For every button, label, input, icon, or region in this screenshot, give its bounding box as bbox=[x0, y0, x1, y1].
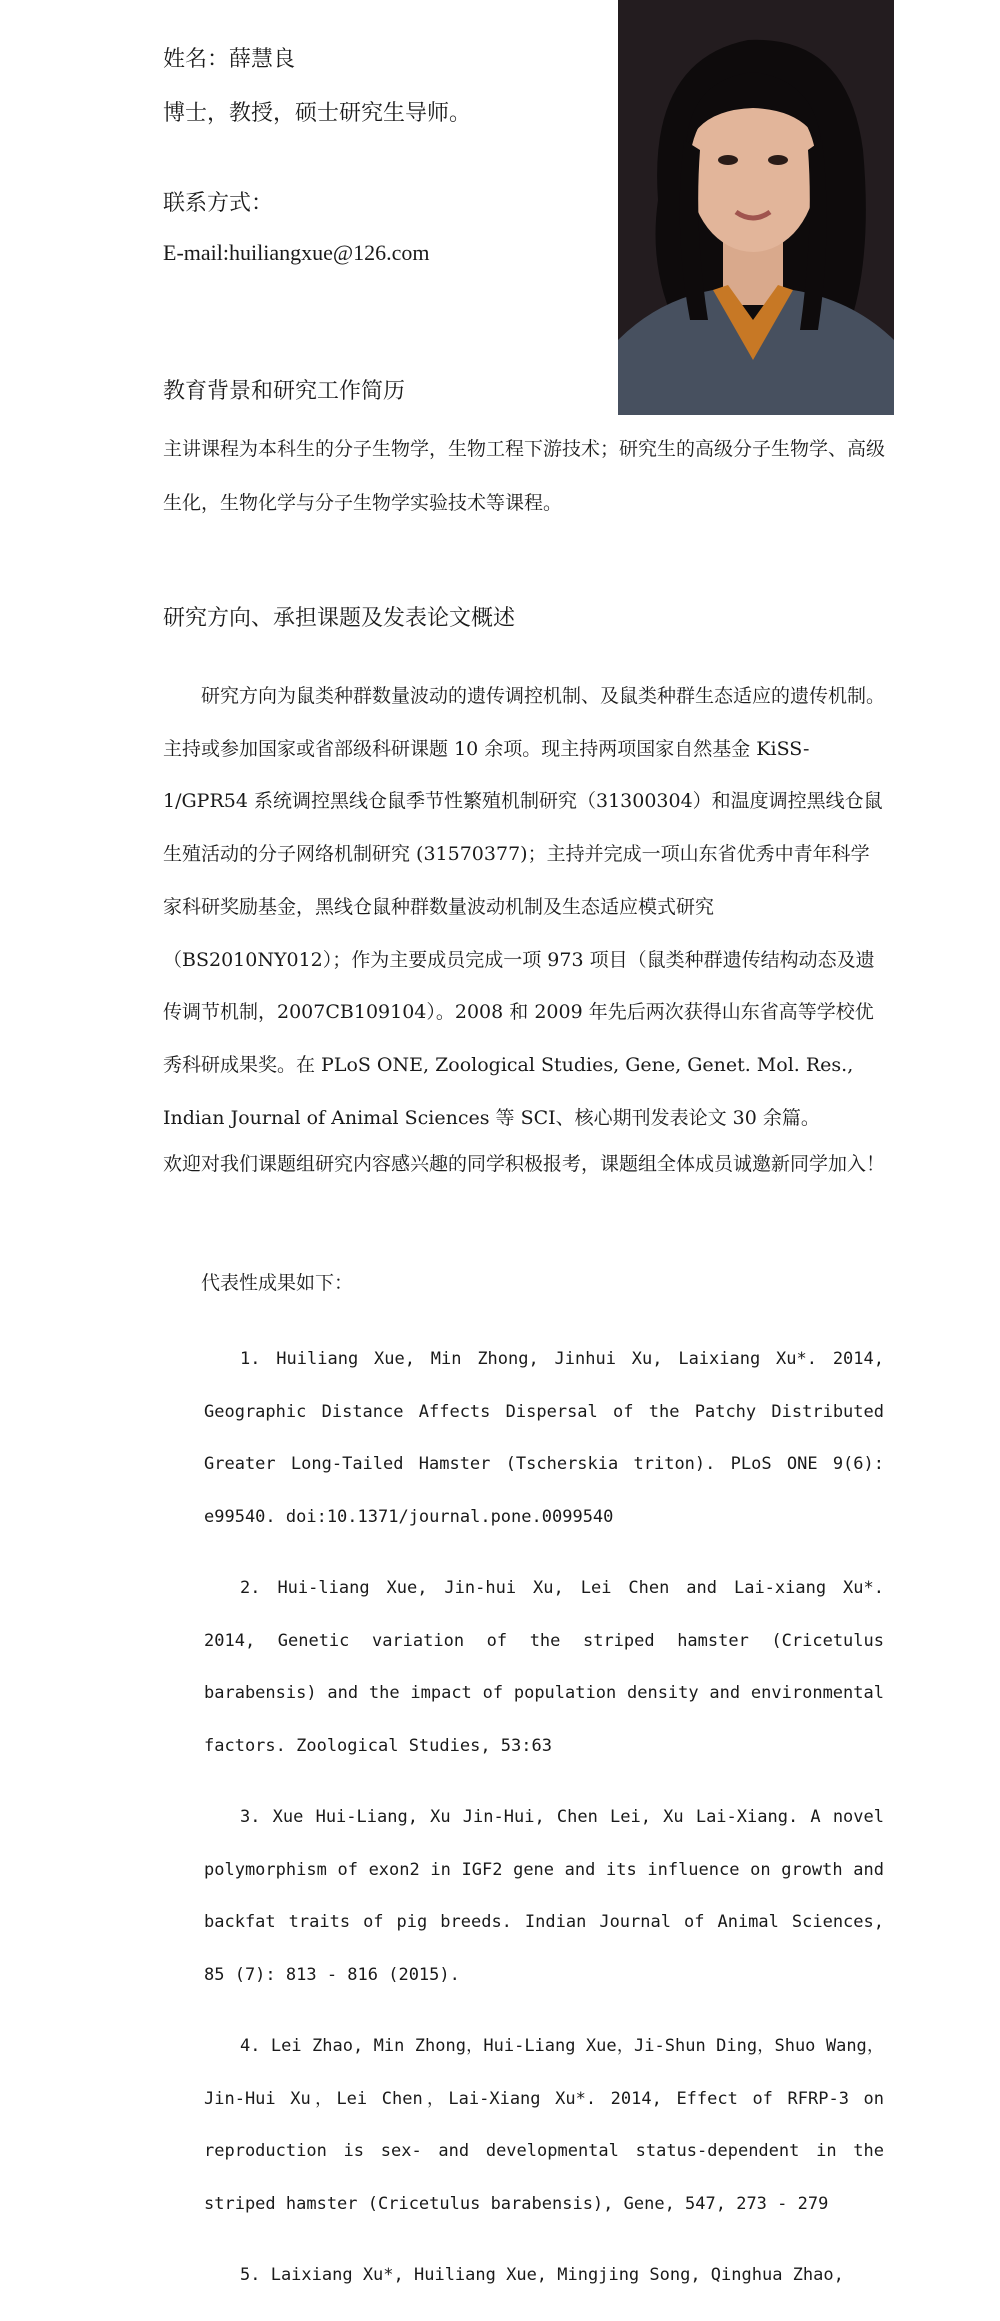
contact-label: 联系方式： bbox=[163, 191, 274, 216]
education-heading: 教育背景和研究工作简历 bbox=[163, 379, 406, 404]
education-text: 主讲课程为本科生的分子生物学，生物工程下游技术；研究生的高级分子生物学、高级生化，生物化学与分子生物学实验技术等课程。 bbox=[163, 438, 886, 514]
reference-item: 2. Hui-liang Xue, Jin-hui Xu, Lei Chen and Lai-xiang Xu*. 2014, Genetic variation of the striped hamster (Cricetulus barabensis) and the impact of population density and environmental factors. Zoological Studies, 53:63 bbox=[204, 1578, 884, 1756]
reference-item: 4. Lei Zhao, Min Zhong，Hui-Liang Xue，Ji-Shun Ding，Shuo Wang，Jin-Hui Xu，Lei Chen，Lai-Xiang Xu*. 2014, Effect of RFRP-3 on reproduction is sex- and developmental status-dependent in the striped hamster (Cricetulus barabensis), Gene, 547, 273 - 279 bbox=[204, 2036, 884, 2214]
portrait-photo bbox=[618, 0, 894, 415]
achievements-heading: 代表性成果如下： bbox=[201, 1272, 354, 1294]
portrait-illustration bbox=[618, 0, 894, 415]
teacher-title: 博士，教授，硕士研究生导师。 bbox=[163, 101, 472, 126]
teacher-name: 姓名：薛慧良 bbox=[163, 47, 296, 72]
research-heading: 研究方向、承担课题及发表论文概述 bbox=[163, 606, 516, 631]
reference-item: 3. Xue Hui-Liang, Xu Jin-Hui, Chen Lei, Xu Lai-Xiang. A novel polymorphism of exon2 in IGF2 gene and its influence on growth and backfat traits of pig breeds. Indian Journal of Animal Sciences, 85 (7): 813 - 816 (2015). bbox=[204, 1807, 884, 1985]
research-text: 研究方向为鼠类种群数量波动的遗传调控机制、及鼠类种群生态适应的遗传机制。主持或参加国家或省部级科研课题 10 余项。现主持两项国家自然基金 KiSS-1/GPR54 系统调控黑线仓鼠季节性繁殖机制研究（31300304）和温度调控黑线仓鼠生殖活动的分子网络机制研究 (31570377)；主持并完成一项山东省优秀中青年科学家科研奖励基金，黑线仓鼠种群数量波动机制及生态适应模式研究（BS2010NY012）；作为主要成员完成一项 973 项目（鼠类种群遗传结构动态及遗传调节机制，2007CB109104）。2008 和 2009 年先后两次获得山东省高等学校优秀科研成果奖。在 PLoS ONE, Zoological Studies, Gene, Genet. Mol. Res., Indian Journal of Animal Sciences 等 SCI、核心期刊发表论文 30 余篇。 bbox=[163, 685, 886, 1129]
reference-item: 1. Huiliang Xue, Min Zhong, Jinhui Xu, Laixiang Xu*. 2014, Geographic Distance Affects Dispersal of the Patchy Distributed Greater Long-Tailed Hamster (Tscherskia triton). PLoS ONE 9(6): e99540. doi:10.1371/journal.pone.0099540 bbox=[204, 1349, 884, 1527]
reference-list bbox=[204, 1333, 884, 2321]
reference-item: 5. Laixiang Xu*, Huiliang Xue, Mingjing Song, Qinghua Zhao, bbox=[240, 2265, 844, 2285]
email-address[interactable]: E-mail:huiliangxue@126.com bbox=[163, 240, 430, 265]
welcome-text: 欢迎对我们课题组研究内容感兴趣的同学积极报考，课题组全体成员诚邀新同学加入！ bbox=[163, 1153, 886, 1175]
